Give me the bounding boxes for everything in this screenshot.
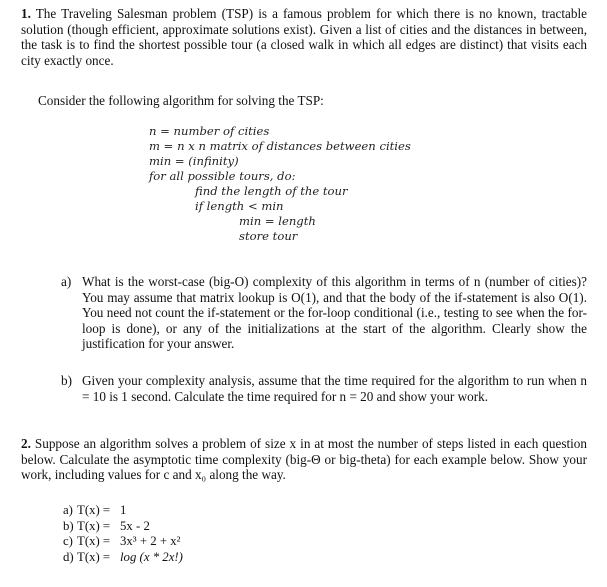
algorithm-line: min = (infinity) bbox=[149, 154, 239, 168]
algorithm-line: if length < min bbox=[195, 199, 284, 213]
algorithm-line: n = number of cities bbox=[149, 124, 270, 138]
list-item bbox=[63, 550, 183, 566]
algorithm-line: m = n x n matrix of distances between cities bbox=[149, 139, 411, 153]
item-lhs: T(x) = bbox=[77, 549, 111, 564]
item-rhs: 5x - 2 bbox=[120, 518, 150, 533]
item-label: c) bbox=[63, 534, 73, 548]
item-label: d) bbox=[63, 549, 74, 564]
item-lhs: T(x) = bbox=[77, 534, 111, 548]
part-text: What is the worst-case (big-O) complexity of this algorithm in terms of n (number of cities)? You may assume that matrix lookup is O(1), and that the body of the if-statement is also O(1). You need not count the if-statement or the for-loop conditional (i.e., testing to see when the for-loop is done), or any of the initializations at the start of the algorithm. Clearly show the justification for your answer. bbox=[82, 274, 587, 352]
list-item bbox=[63, 503, 183, 519]
question-2-number: 2. bbox=[21, 436, 31, 451]
item-label: b) bbox=[63, 518, 74, 533]
algorithm-line: min = length bbox=[239, 214, 316, 228]
item-lhs: T(x) = bbox=[77, 518, 111, 533]
question-2-text: Suppose an algorithm solves a problem of size x in at most the number of steps listed in each question below. Calculate the asymptotic time complexity (big-Θ or big-theta) for each example below. Show your work, including values for c and x₀ along the way. bbox=[21, 436, 587, 483]
algorithm-line: find the length of the tour bbox=[195, 184, 348, 198]
list-item bbox=[63, 534, 183, 550]
list-item bbox=[63, 519, 183, 535]
question-2-items bbox=[63, 503, 183, 565]
item-label: a) bbox=[63, 503, 73, 517]
question-1-consider: Consider the following algorithm for solving the TSP: bbox=[38, 93, 324, 108]
part-label: b) bbox=[61, 373, 72, 388]
part-label: a) bbox=[61, 274, 72, 289]
algorithm-line: store tour bbox=[239, 229, 298, 243]
item-rhs: 1 bbox=[120, 503, 127, 517]
algorithm-line: for all possible tours, do: bbox=[149, 169, 296, 183]
item-rhs: log (x * 2x!) bbox=[120, 549, 183, 564]
question-1-part-b bbox=[61, 373, 587, 404]
question-1-intro bbox=[21, 6, 587, 68]
item-rhs: 3x³ + 2 + x² bbox=[120, 534, 181, 548]
question-1-text: The Traveling Salesman problem (TSP) is a famous problem for which there is no known, tractable solution (though efficient, approximate solutions exist). Given a list of cities and the distances in between, the task is to find the shortest possible tour (a closed walk in which all edges are distinct) that visits each city exactly once. bbox=[21, 6, 588, 68]
question-1-number: 1. bbox=[21, 6, 31, 21]
item-lhs: T(x) = bbox=[77, 503, 111, 517]
question-1-part-a bbox=[61, 274, 587, 352]
question-2-intro bbox=[21, 436, 587, 483]
part-text: Given your complexity analysis, assume that the time required for the algorithm to run when n = 10 is 1 second. Calculate the time required for n = 20 and show your work. bbox=[82, 373, 587, 404]
